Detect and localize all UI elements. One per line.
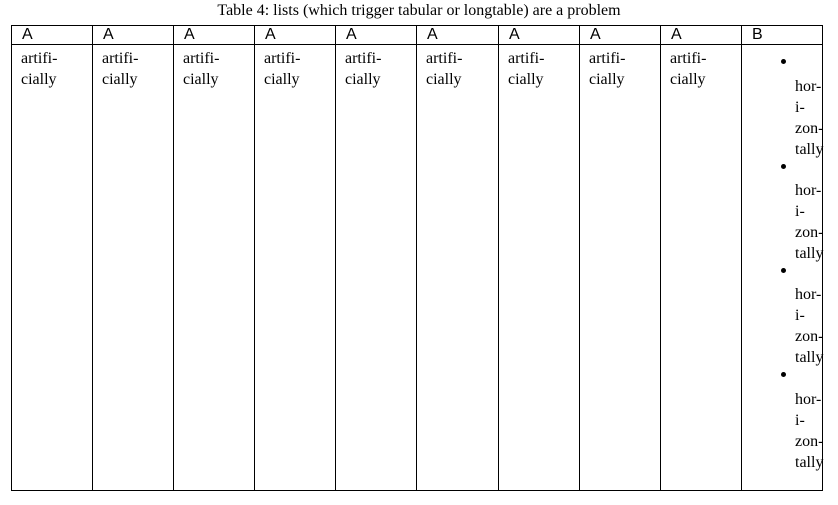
- header-cell: A: [427, 26, 438, 43]
- list-item: [795, 76, 823, 160]
- header-cell: A: [590, 26, 601, 43]
- cell-line: cially: [589, 71, 625, 88]
- table-cell: [21, 48, 57, 90]
- header-cell: A: [103, 26, 114, 43]
- column-border: [11, 25, 12, 491]
- column-border: [173, 25, 174, 491]
- column-border: [498, 25, 499, 491]
- table-cell: [345, 48, 381, 90]
- cell-line: artifi-: [508, 50, 545, 67]
- list-item-line: i-: [795, 203, 805, 220]
- cell-line: cially: [508, 71, 544, 88]
- cell-line: artifi-: [21, 50, 58, 67]
- table-cell: [670, 48, 706, 90]
- bullet-icon: [781, 268, 786, 273]
- header-cell: A: [22, 26, 33, 43]
- list-item-line: tally: [795, 349, 824, 366]
- header-cell: A: [509, 26, 520, 43]
- table-cell: [589, 48, 625, 90]
- list-item-line: hor-: [795, 391, 822, 408]
- table: [11, 25, 823, 491]
- list-item-line: hor-: [795, 182, 822, 199]
- cell-line: artifi-: [345, 50, 382, 67]
- cell-line: cially: [102, 71, 138, 88]
- header-cell: A: [265, 26, 276, 43]
- list-item-line: tally: [795, 454, 824, 471]
- table-top-border: [11, 25, 823, 26]
- cell-line: cially: [21, 71, 57, 88]
- bullet-icon: [781, 164, 786, 169]
- cell-line: artifi-: [426, 50, 463, 67]
- list-item-line: hor-: [795, 78, 822, 95]
- list-item-line: zon-: [795, 328, 824, 345]
- bullet-icon: [781, 372, 786, 377]
- cell-line: artifi-: [264, 50, 301, 67]
- bullet-icon: [781, 59, 786, 64]
- column-border: [254, 25, 255, 491]
- column-border: [741, 25, 742, 491]
- cell-line: artifi-: [102, 50, 139, 67]
- list-item-line: zon-: [795, 433, 824, 450]
- table-cell: [508, 48, 544, 90]
- list-item: [795, 180, 823, 264]
- list-item-line: zon-: [795, 224, 824, 241]
- list-item: [795, 389, 823, 473]
- cell-line: artifi-: [183, 50, 220, 67]
- header-cell: A: [184, 26, 195, 43]
- cell-line: cially: [183, 71, 219, 88]
- list-item: [795, 284, 823, 368]
- column-border: [579, 25, 580, 491]
- column-border: [335, 25, 336, 491]
- cell-line: cially: [345, 71, 381, 88]
- table-bottom-border: [11, 490, 823, 491]
- list-item-line: i-: [795, 412, 805, 429]
- cell-line: artifi-: [670, 50, 707, 67]
- header-bottom-border: [11, 44, 823, 45]
- cell-line: cially: [264, 71, 300, 88]
- list-item-line: zon-: [795, 120, 824, 137]
- list-item-line: i-: [795, 99, 805, 116]
- table-caption: Table 4: lists (which trigger tabular or longtable) are a problem: [217, 2, 621, 19]
- column-border: [416, 25, 417, 491]
- list-item-line: tally: [795, 245, 824, 262]
- table-cell: [264, 48, 300, 90]
- cell-line: cially: [426, 71, 462, 88]
- column-border: [660, 25, 661, 491]
- header-cell: A: [671, 26, 682, 43]
- header-cell: B: [752, 26, 763, 43]
- table-cell: [426, 48, 462, 90]
- table-cell: [183, 48, 219, 90]
- cell-line: artifi-: [589, 50, 626, 67]
- table-cell: [102, 48, 138, 90]
- list-item-line: hor-: [795, 286, 822, 303]
- column-border: [92, 25, 93, 491]
- list-item-line: tally: [795, 141, 824, 158]
- cell-line: cially: [670, 71, 706, 88]
- list-item-line: i-: [795, 307, 805, 324]
- header-cell: A: [346, 26, 357, 43]
